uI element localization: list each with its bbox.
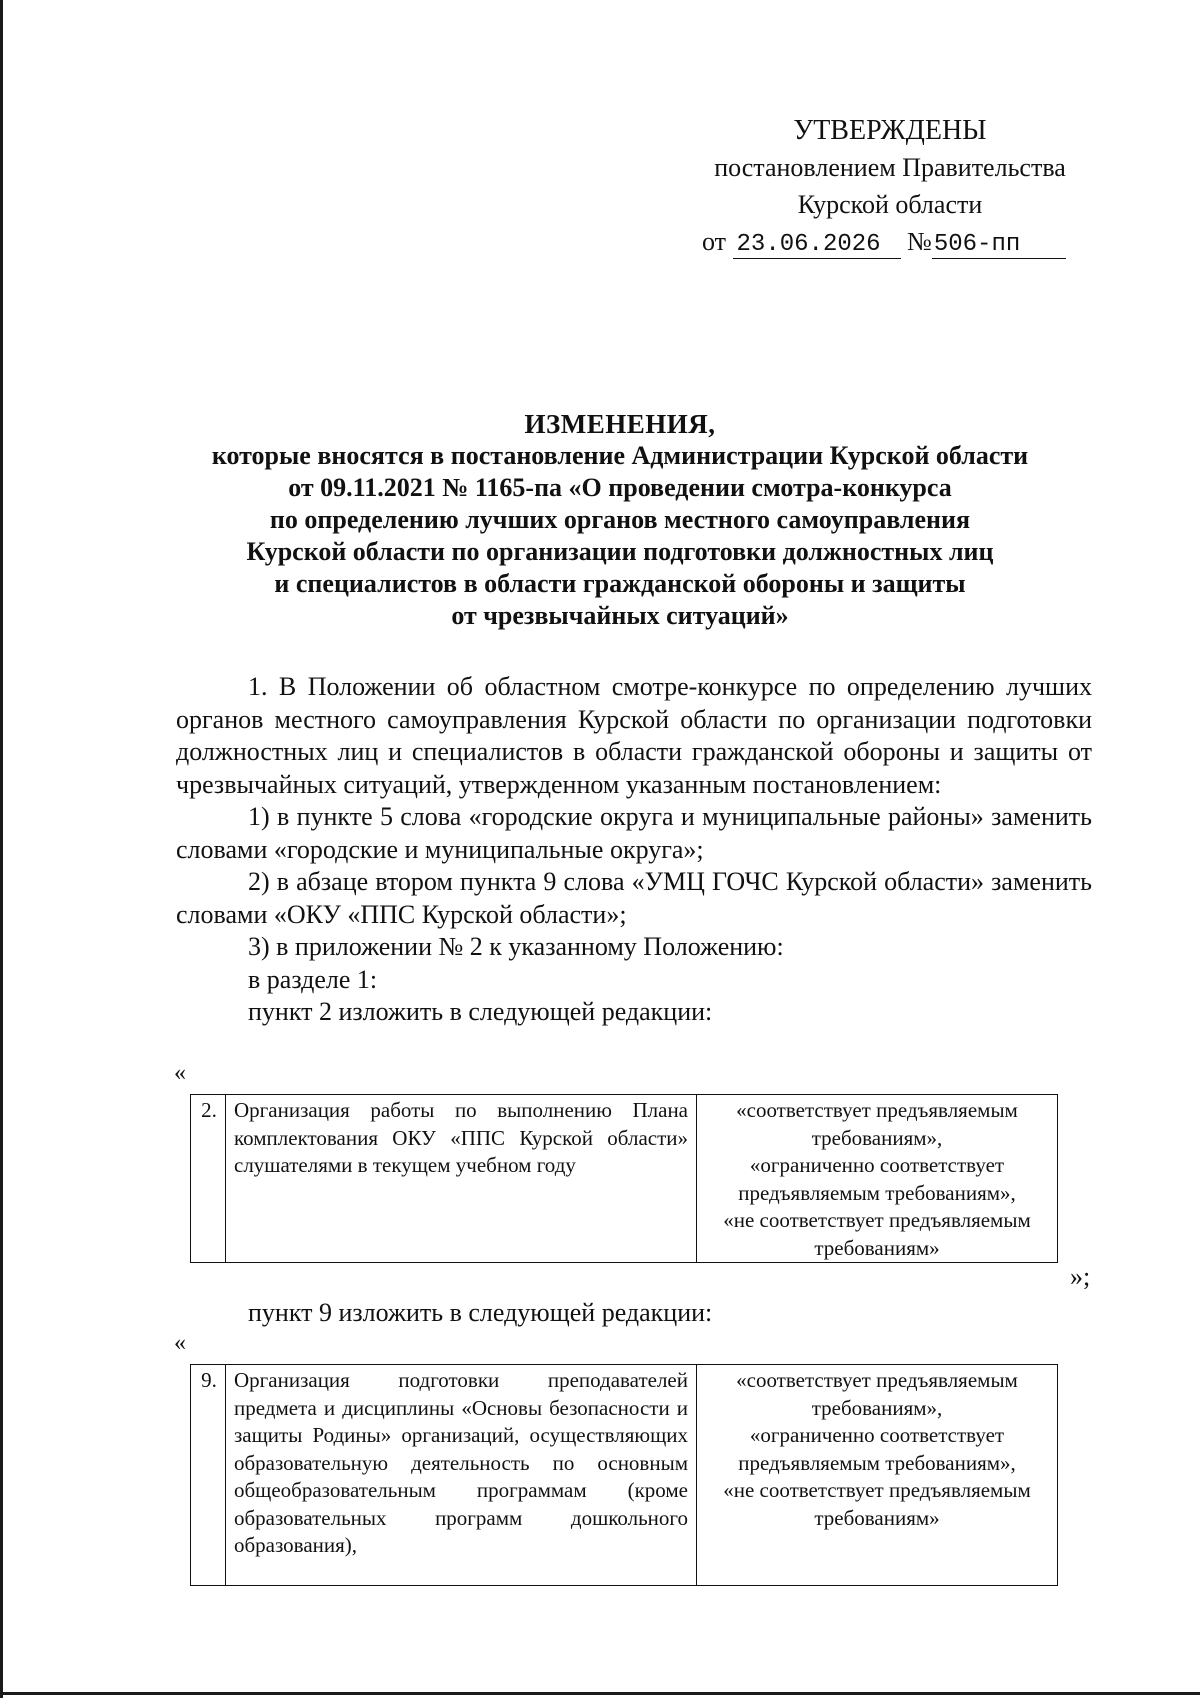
paragraph-1: 1. В Положении об областном смотре-конкурсе по определению лучших органов местного самоуправления Курской области по организации подготовки должностных лиц и специалистов в области гражданской обороны и защиты от чрезвычайных ситуаций, утвержденном указанным постановлением: <box>176 672 1092 799</box>
item-description: Организация работы по выполнению Плана комплектования ОКУ «ППС Курской области» слушателями в текущем учебном году <box>226 1095 697 1263</box>
quote-open-1: « <box>174 1060 186 1086</box>
evaluation-option: «ограниченно соответствует предъявляемым требованиям», <box>738 1423 1016 1475</box>
number-prefix: № <box>907 227 932 256</box>
heading-title: ИЗМЕНЕНИЯ, <box>524 409 716 439</box>
approval-date: 23.06.2026 <box>733 232 901 259</box>
paragraph-7: пункт 9 изложить в следующей редакции: <box>248 1298 713 1327</box>
approval-date-line <box>690 223 1090 260</box>
item-number: 2. <box>191 1095 226 1263</box>
approval-line-1: постановлением Правительства <box>714 153 1066 182</box>
amendment-table-item-9 <box>190 1364 1058 1586</box>
item-description: Организация подготовки преподавателей предмета и дисциплины «Основы безопасности и защиты Родины» организаций, осуществляющих образовательную деятельность по основным общеобразовательным программам (кроме образовательных программ дошкольного образования), <box>226 1365 697 1586</box>
document-body-continued <box>176 1297 1092 1330</box>
document-body <box>176 671 1092 1029</box>
item-evaluation <box>697 1095 1058 1263</box>
document-heading <box>160 408 1080 632</box>
paragraph-2: 1) в пункте 5 слова «городские округа и муниципальные районы» заменить словами «городские и муниципальные округа»; <box>176 802 1092 864</box>
date-prefix: от <box>702 227 727 256</box>
paragraph-4: 3) в приложении № 2 к указанному Положению: <box>248 932 784 961</box>
table-row <box>191 1095 1058 1263</box>
quote-open-2: « <box>174 1330 186 1356</box>
approval-line-2: Курской области <box>797 190 983 219</box>
item-number: 9. <box>191 1365 226 1586</box>
heading-line: от чрезвычайных ситуаций» <box>451 601 789 630</box>
item-evaluation <box>697 1365 1058 1586</box>
approval-number: 506-пп <box>932 232 1066 259</box>
heading-line: от 09.11.2021 № 1165-па «О проведении смотра-конкурса <box>288 473 952 502</box>
evaluation-option: «не соответствует предъявляемым требованиям» <box>723 1478 1031 1530</box>
amendment-table-item-2 <box>190 1094 1058 1263</box>
evaluation-option: «не соответствует предъявляемым требованиям» <box>723 1208 1031 1260</box>
heading-line: и специалистов в области гражданской обороны и защиты <box>274 569 966 598</box>
scan-border-left <box>0 0 3 1698</box>
heading-line: Курской области по организации подготовки должностных лиц <box>246 537 994 566</box>
heading-line: по определению лучших органов местного самоуправления <box>269 505 971 534</box>
paragraph-5: в разделе 1: <box>248 964 378 994</box>
paragraph-3: 2) в абзаце втором пункта 9 слова «УМЦ ГОЧС Курской области» заменить словами «ОКУ «ППС Курской области»; <box>176 867 1092 929</box>
evaluation-option: «соответствует предъявляемым требованиям», <box>736 1098 1018 1150</box>
heading-line: которые вносятся в постановление Администрации Курской области <box>211 441 1029 470</box>
scan-border-bottom <box>0 1692 1200 1695</box>
evaluation-option: «ограниченно соответствует предъявляемым требованиям», <box>738 1153 1016 1205</box>
approval-stamp-block <box>690 112 1090 260</box>
quote-close-1: »; <box>1070 1262 1091 1291</box>
approval-title: УТВЕРЖДЕНЫ <box>793 115 987 146</box>
table-row <box>191 1365 1058 1586</box>
paragraph-6: пункт 2 изложить в следующей редакции: <box>248 997 713 1026</box>
evaluation-option: «соответствует предъявляемым требованиям», <box>736 1368 1018 1420</box>
